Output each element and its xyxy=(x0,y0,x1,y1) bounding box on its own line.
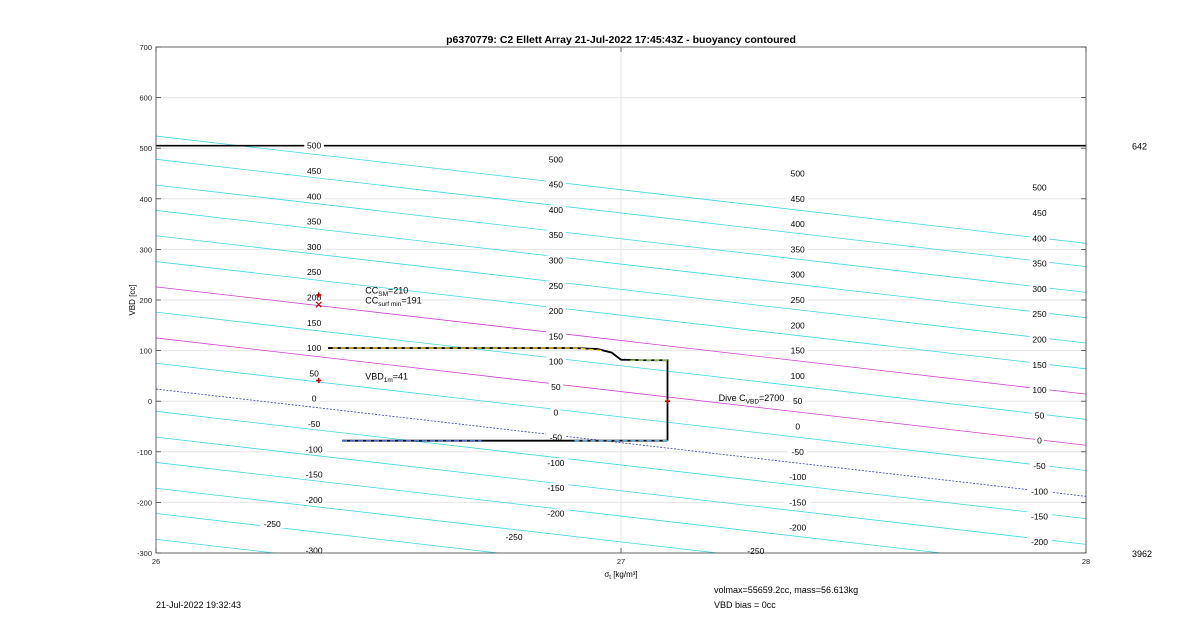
contour-label: 250 xyxy=(1032,309,1047,320)
contour-label: -150 xyxy=(789,497,807,508)
contour-label: -200 xyxy=(547,508,565,519)
annotation: Dive $C_{VBD}=2700$ xyxy=(718,393,785,406)
contour-label: 400 xyxy=(790,219,805,230)
contour-label: 200 xyxy=(790,320,805,331)
y-tick-label: -200 xyxy=(136,498,152,508)
contour-label: 50 xyxy=(1034,410,1045,421)
annotation: $VBD_{1m}=41$ xyxy=(365,371,409,384)
contour-label: 100 xyxy=(307,343,322,354)
contour-label: 250 xyxy=(790,295,805,305)
y-tick-label: 600 xyxy=(139,93,152,103)
right-label: 642 xyxy=(1132,141,1148,152)
contour-label: 100 xyxy=(548,356,563,367)
contour-label: 150 xyxy=(1032,359,1047,370)
x-tick-label: 26 xyxy=(151,557,161,566)
contour-label: 200 xyxy=(548,306,563,317)
contour-label: 450 xyxy=(790,193,805,204)
contour-label: 0 xyxy=(1037,435,1042,446)
y-tick-label: 0 xyxy=(147,397,152,407)
y-tick-label: 400 xyxy=(139,194,152,204)
x-marker xyxy=(316,302,321,307)
contour-label: 0 xyxy=(795,421,801,432)
contour-label: 400 xyxy=(548,204,563,215)
contour-label: 50 xyxy=(792,396,803,407)
footer-timestamp: 21-Jul-2022 19:32:43 xyxy=(156,600,242,610)
plus-marker xyxy=(665,399,670,404)
contour-label: 150 xyxy=(548,331,563,342)
contour-label: -200 xyxy=(1030,536,1049,547)
contour-label: 100 xyxy=(790,370,805,381)
x-tick-label: 28 xyxy=(1081,557,1091,566)
contour-label: -100 xyxy=(1030,486,1049,497)
contour-label: 0 xyxy=(553,407,559,418)
contour-label: 300 xyxy=(1032,283,1047,294)
contour-label: 300 xyxy=(548,255,563,266)
contour-label: -50 xyxy=(307,418,321,429)
contour-label: 250 xyxy=(548,280,563,291)
contour-label: -250 xyxy=(747,545,765,556)
contour-label: 450 xyxy=(548,179,563,190)
series-line xyxy=(328,348,667,441)
annotation: $CC_{surf min}=191$ xyxy=(365,295,422,309)
right-labels xyxy=(1132,142,1152,559)
contour-label: -150 xyxy=(1030,511,1049,522)
contour-label: -200 xyxy=(789,522,807,533)
axes xyxy=(137,43,1090,566)
contour-label: 250 xyxy=(307,267,322,278)
contour-label: -300 xyxy=(305,545,323,556)
contour-label: 500 xyxy=(790,168,805,179)
contour-label: -200 xyxy=(305,494,323,505)
y-tick-label: -100 xyxy=(136,447,152,457)
footer-volmax: volmax=55659.2cc, mass=56.613kg xyxy=(714,585,859,595)
contour-label: -50 xyxy=(1033,460,1046,471)
contour-label: -100 xyxy=(789,472,807,483)
contour-label: 400 xyxy=(1032,233,1047,244)
contour-label: 50 xyxy=(309,368,319,379)
y-tick-label: 200 xyxy=(139,296,152,305)
contour-label: 350 xyxy=(307,216,322,227)
contour-label: 300 xyxy=(307,241,322,252)
y-tick-label: 500 xyxy=(139,144,152,154)
contour-label: 0 xyxy=(311,393,317,404)
y-tick-label: 700 xyxy=(139,43,152,52)
x-tick-label: 27 xyxy=(616,557,626,566)
contour-label: -50 xyxy=(549,432,563,443)
contour-label: 450 xyxy=(307,165,322,176)
contour-label: 200 xyxy=(307,292,322,303)
y-tick-label: 100 xyxy=(139,346,152,356)
y-axis-label: VBD [cc] xyxy=(128,284,137,316)
contour-label: 350 xyxy=(548,230,563,241)
contour-label: 350 xyxy=(790,244,805,255)
contour-label: 400 xyxy=(307,191,322,202)
contour-label: 350 xyxy=(1032,258,1047,269)
contour-label: 150 xyxy=(790,345,805,356)
annotations xyxy=(365,285,784,405)
contour-label: 450 xyxy=(1032,207,1047,218)
contour-label: 500 xyxy=(548,154,563,165)
y-tick-label: -300 xyxy=(136,549,152,558)
chart-title: p6370779: C2 Ellett Array 21-Jul-2022 17:45:43Z - buoyancy contoured xyxy=(446,34,796,46)
contour-label: 300 xyxy=(790,269,805,280)
contour-label: 150 xyxy=(307,317,322,328)
contour-label: -150 xyxy=(305,469,323,480)
contour-label: 50 xyxy=(551,382,561,393)
contour-label: 200 xyxy=(1032,334,1047,345)
contour-label: 100 xyxy=(1032,385,1047,396)
data-series xyxy=(328,348,667,441)
y-tick-label: 300 xyxy=(139,245,152,255)
contour-label: 500 xyxy=(1032,182,1047,193)
footer-bias: VBD bias = 0cc xyxy=(714,600,776,610)
annotation: $CC_{SM}=210$ xyxy=(365,285,409,298)
contour-label: 500 xyxy=(307,140,322,151)
right-label: 3962 xyxy=(1132,549,1153,559)
x-axis-label: $\sigma_t$ [kg/m³] xyxy=(604,570,638,581)
contour-label: -100 xyxy=(305,444,323,455)
contour-label: -100 xyxy=(547,457,565,468)
contour-label: -250 xyxy=(505,531,523,542)
contour-label: -50 xyxy=(791,446,804,457)
grid xyxy=(156,47,1086,556)
contour-label: -150 xyxy=(547,483,565,494)
contour-label: -250 xyxy=(263,519,281,530)
